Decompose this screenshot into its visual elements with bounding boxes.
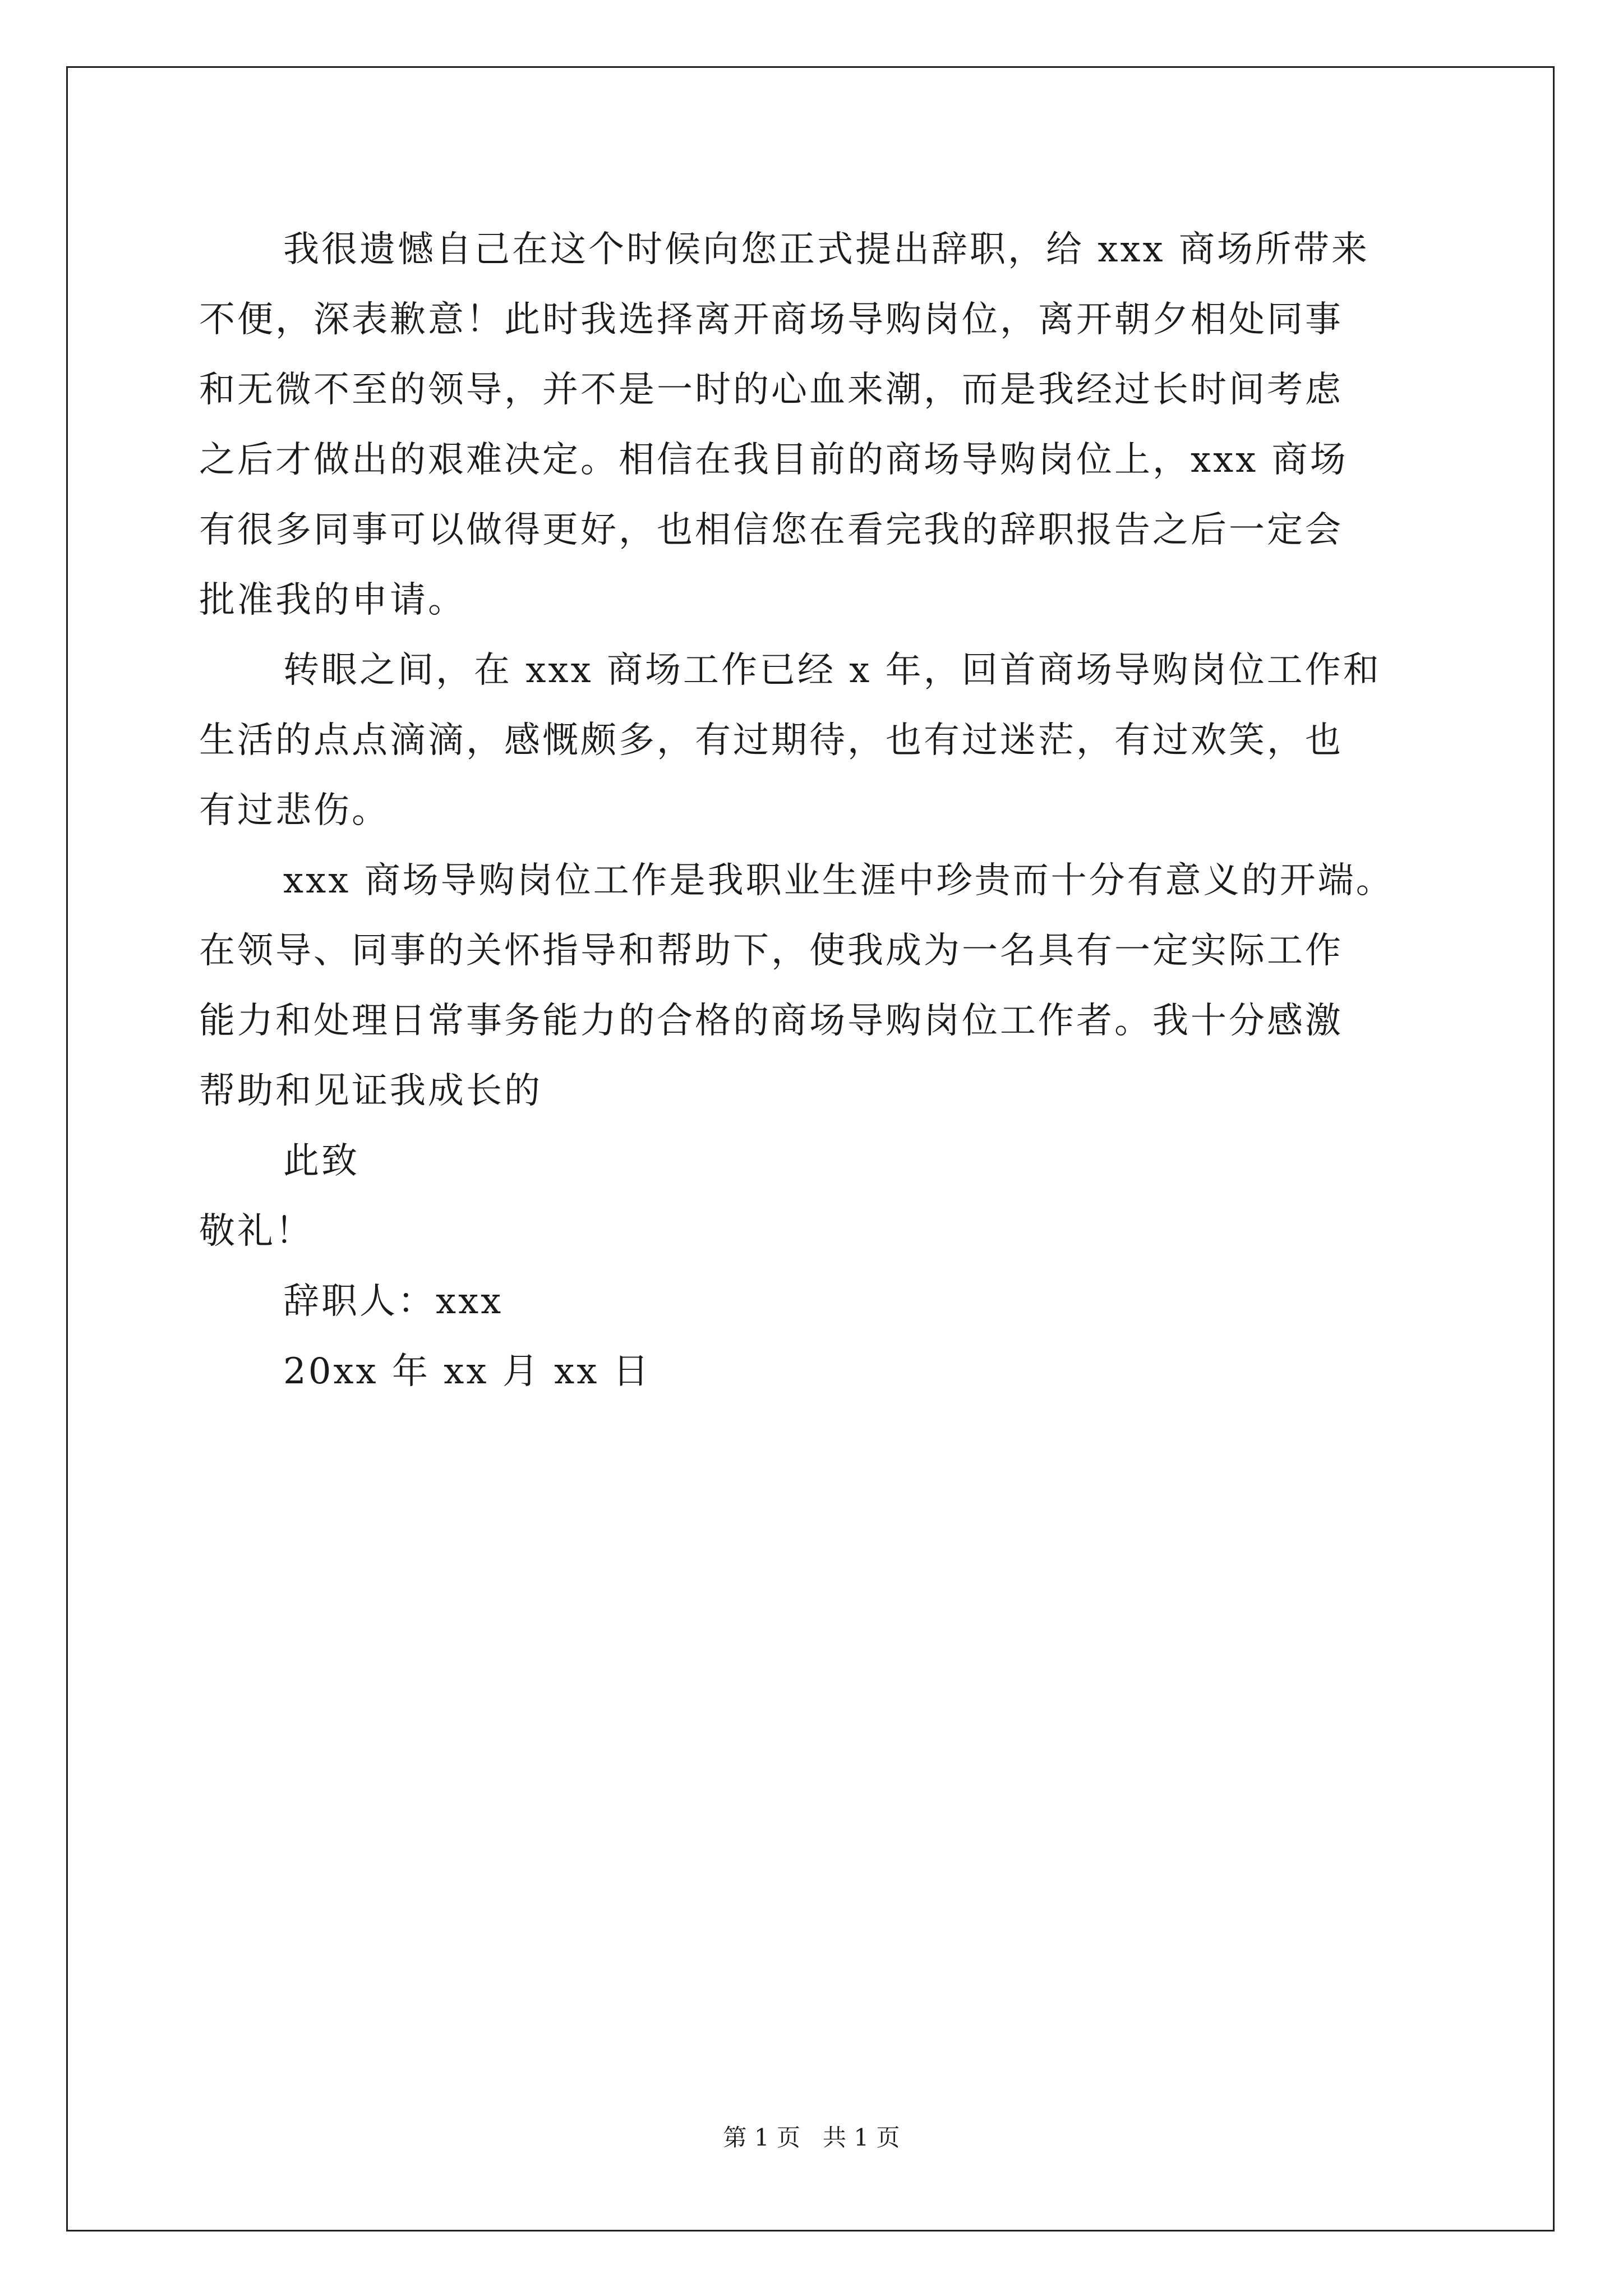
paragraph-2-line-1: 转眼之间，在 xxx 商场工作已经 x 年，回首商场导购岗位工作和	[283, 650, 1381, 691]
paragraph-3-line-3: 能力和处理日常事务能力的合格的商场导购岗位工作者。我十分感激	[199, 1000, 1343, 1042]
date-line: 20xx 年 xx 月 xx 日	[283, 1351, 651, 1392]
paragraph-1-line-6: 批准我的申请。	[199, 579, 466, 621]
paragraph-1-line-4: 之后才做出的艰难决定。相信在我目前的商场导购岗位上，xxx 商场	[199, 439, 1348, 481]
salutation-text: 敬礼！	[199, 1211, 313, 1252]
paragraph-2-line-3: 有过悲伤。	[199, 790, 390, 831]
paragraph-1-line-2: 不便，深表歉意！此时我选择离开商场导购岗位，离开朝夕相处同事	[199, 299, 1343, 341]
paragraph-3-line-1: xxx 商场导购岗位工作是我职业生涯中珍贵而十分有意义的开端。	[283, 860, 1394, 901]
paragraph-2-line-2: 生活的点点滴滴，感慨颇多，有过期待，也有过迷茫，有过欢笑，也	[199, 720, 1343, 761]
paragraph-3-line-4: 帮助和见证我成长的	[199, 1070, 542, 1112]
paragraph-1-line-5: 有很多同事可以做得更好，也相信您在看完我的辞职报告之后一定会	[199, 509, 1343, 551]
closing-text: 此致	[283, 1140, 359, 1182]
paragraph-1-line-1: 我很遗憾自己在这个时候向您正式提出辞职，给 xxx 商场所带来	[283, 229, 1370, 270]
signature-line: 辞职人：xxx	[283, 1281, 504, 1322]
paragraph-1-line-3: 和无微不至的领导，并不是一时的心血来潮，而是我经过长时间考虑	[199, 369, 1343, 411]
page-number-footer: 第 1 页 共 1 页	[723, 2124, 900, 2151]
paragraph-3-line-2: 在领导、同事的关怀指导和帮助下，使我成为一名具有一定实际工作	[199, 930, 1343, 972]
